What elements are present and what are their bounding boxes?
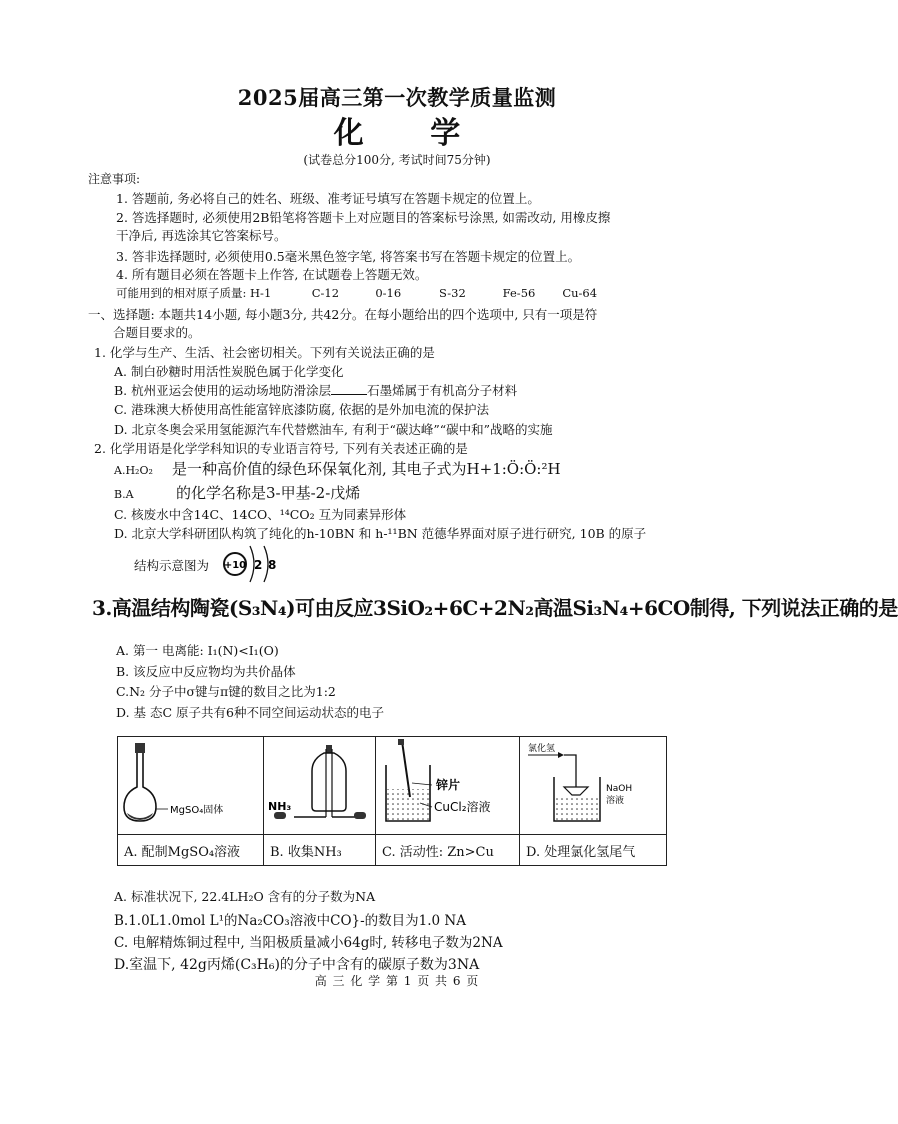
atomic-fe: Fe-56 — [502, 286, 536, 300]
apparatus-d-cell — [520, 737, 667, 835]
beaker-figure — [376, 737, 519, 831]
q2-option-d: D. 北京大学科研团队构筑了纯化的h-10BN 和 h-¹¹BN 范德华界面对原子进行研究, 10B 的原子 — [114, 526, 647, 541]
atomic-h: H-1 — [250, 286, 272, 300]
q2-b-label: B.A — [114, 488, 134, 501]
atomic-mass-line — [116, 285, 597, 301]
arrow-head — [558, 752, 564, 758]
q1-blank — [331, 384, 367, 395]
solution — [387, 789, 429, 820]
q2-b-text: 的化学名称是3-甲基-2-戊烯 — [176, 484, 361, 502]
q1-option-b-pre: B. 杭州亚运会使用的运动场地防滑涂层 — [114, 383, 332, 398]
notice-item-4: 4. 所有题目必须在答题卡上作答, 在试题卷上答题无效。 — [116, 267, 428, 282]
q3-option-c: C.N₂ 分子中σ键与π键的数目之比为1:2 — [116, 684, 336, 699]
apparatus-a-caption: A. 配制MgSO₄溶液 — [118, 835, 264, 866]
atom-structure-diagram — [222, 540, 286, 588]
apparatus-b-label: NH₃ — [268, 800, 292, 813]
notice-item-1: 1. 答题前, 务必将自己的姓名、班级、准考证号填写在答题卡规定的位置上。 — [116, 191, 540, 206]
section-1-line-1: 一、选择题: 本题共14小题, 每小题3分, 共42分。在每小题给出的四个选项中, 只有一项是符 — [88, 307, 598, 322]
notice-item-2: 2. 答选择题时, 必须使用2B铅笔将答题卡上对应题目的答案标号涂黑, 如需改动, 用橡皮擦 — [116, 210, 611, 225]
q2-stem: 2. 化学用语是化学学科知识的专业语言符号, 下列有关表述正确的是 — [94, 441, 468, 456]
q1-option-b — [114, 381, 517, 399]
q2-option-d-cont: 结构示意图为 — [134, 558, 210, 573]
apparatus-c-cell — [376, 737, 520, 835]
apparatus-b-caption: B. 收集NH₃ — [264, 835, 376, 866]
q1-option-d: D. 北京冬奥会采用氢能源汽车代替燃油车, 有利于“碳达峰”“碳中和”战略的实施 — [114, 422, 553, 437]
zinc-pointer — [412, 783, 432, 785]
flask-stopper — [135, 743, 145, 753]
delivery-tube — [564, 755, 576, 787]
q3-option-b: B. 该反应中反应物均为共价晶体 — [116, 664, 296, 679]
tube-end-right — [354, 812, 366, 819]
apparatus-c-caption: C. 活动性: Zn>Cu — [376, 835, 520, 866]
inverted-funnel — [564, 787, 588, 795]
q2-option-a — [114, 458, 561, 479]
atomic-c: C-12 — [311, 286, 340, 300]
q2-option-c: C. 核废水中含14C、14CO、¹⁴CO₂ 互为同素异形体 — [114, 507, 407, 522]
volumetric-flask-figure — [118, 737, 263, 831]
apparatus-a-label: MgSO₄固体 — [170, 805, 224, 816]
apparatus-a-cell — [118, 737, 264, 835]
apparatus-d-label-1: 氯化氢 — [528, 744, 556, 754]
exam-title: 2025届高三第一次教学质量监测 — [237, 85, 557, 110]
apparatus-b-cell — [264, 737, 376, 835]
rod-holder — [398, 739, 404, 745]
q1-option-a: A. 制白砂糖时用活性炭脱色属于化学变化 — [114, 364, 344, 379]
q5-option-b: B.1.0L1.0mol L¹的Na₂CO₃溶液中CO}-的数目为1.0 NA — [114, 913, 466, 929]
gas-collection-figure — [264, 737, 375, 831]
flask-body — [124, 753, 156, 821]
q3-option-d: D. 基 态C 原子共有6种不同空间运动状态的电子 — [116, 705, 384, 720]
q2-a-text: 是一种高价值的绿色环保氧化剂, 其电子式为H+1:Ö:Ö:²H — [172, 460, 561, 478]
zinc-rod — [402, 741, 410, 797]
bottle-cap — [326, 745, 332, 753]
notice-item-2-cont: 干净后, 再选涂其它答案标号。 — [116, 228, 287, 243]
section-1-line-2: 合题目要求的。 — [113, 325, 201, 340]
atomic-mass-label: 可能用到的相对原子质量: — [116, 286, 247, 300]
gas-bottle — [312, 753, 346, 811]
notice-item-3: 3. 答非选择题时, 必须使用0.5毫米黑色签字笔, 将答案书写在答题卡规定的位置上。 — [116, 249, 581, 264]
q3-stem: 3.高温结构陶瓷(S₃N₄)可由反应3SiO₂+6C+2N₂高温Si₃N₄+6CO制得, 下列说法正确的是 — [92, 596, 898, 620]
apparatus-d-caption: D. 处理氯化氢尾气 — [520, 835, 667, 866]
q1-stem: 1. 化学与生产、生活、社会密切相关。下列有关说法正确的是 — [94, 345, 435, 360]
tube-end-left — [274, 812, 286, 819]
atomic-o: 0-16 — [375, 286, 402, 300]
q5-option-a: A. 标准状况下, 22.4LH₂O 含有的分子数为NA — [114, 889, 376, 904]
q5-option-c: C. 电解精炼铜过程中, 当阳极质量减小64g时, 转移电子数为2NA — [114, 935, 503, 951]
exam-info: (试卷总分100分, 考试时间75分钟) — [303, 153, 491, 167]
apparatus-c-label-1: 锌片 — [436, 778, 461, 792]
q2-a-label: A.H₂O₂ — [114, 464, 153, 477]
apparatus-d-label-3: 溶液 — [606, 796, 625, 806]
gas-absorption-figure — [520, 737, 666, 831]
atomic-s: S-32 — [439, 286, 466, 300]
nucleus-label: +10 — [223, 560, 247, 571]
q5-option-d: D.室温下, 42g丙烯(C₃H₆)的分子中含有的碳原子数为3NA — [114, 957, 480, 973]
shell-2-count: 8 — [268, 558, 277, 572]
q2-option-b — [114, 482, 360, 503]
apparatus-table — [117, 736, 667, 866]
naoh-solution — [555, 795, 599, 820]
q1-option-b-post: 石墨烯属于有机高分子材料 — [367, 383, 518, 398]
shell-1-count: 2 — [254, 558, 263, 572]
atomic-cu: Cu-64 — [562, 286, 598, 300]
apparatus-c-label-2: CuCl₂溶液 — [434, 800, 491, 814]
q3-option-a: A. 第一 电离能: I₁(N)<I₁(O) — [116, 643, 279, 658]
q1-option-c: C. 港珠澳大桥使用高性能富锌底漆防腐, 依据的是外加电流的保护法 — [114, 402, 490, 417]
subject-title: 化 学 — [333, 116, 489, 151]
page-footer: 高 三 化 学 第 1 页 共 6 页 — [314, 974, 480, 988]
apparatus-d-label-2: NaOH — [606, 784, 633, 794]
notice-heading: 注意事项: — [88, 172, 141, 186]
